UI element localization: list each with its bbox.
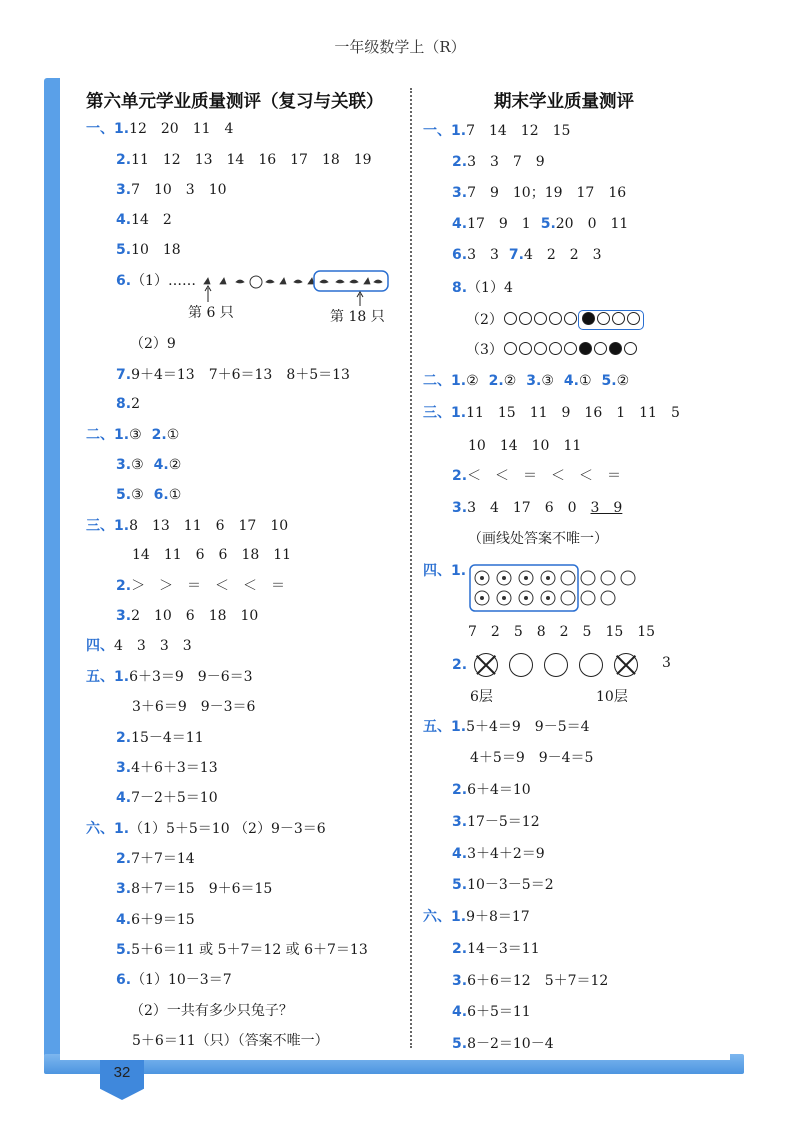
answer-line: 3.17－5＝12: [452, 814, 540, 830]
answer-line: 三、1.8 13 11 6 17 10: [86, 518, 289, 534]
page-header-title: 一年级数学上（R）: [334, 38, 466, 56]
answer-line: 7 2 5 8 2 5 15 15: [468, 624, 656, 640]
answer-line: 六、1.（1）5＋5＝10 （2）9－3＝6: [86, 821, 326, 837]
answer-line: 4.6＋9＝15: [116, 912, 195, 928]
answer-line: 4.3＋4＋2＝9: [452, 846, 545, 862]
answer-line: （2）一共有多少只兔子？: [130, 1003, 293, 1019]
answer-line: 二、1.② 2.② 3.③ 4.① 5.②: [423, 373, 630, 389]
answer-line: 2.3 3 7 9: [452, 154, 545, 170]
answer-line: 5.10－3－5＝2: [452, 877, 554, 893]
answer-line: 3.7 9 10；19 17 16: [452, 185, 627, 201]
right-column-title: 期末学业质量测评: [494, 92, 634, 112]
answer-line: 3.6＋6＝12 5＋7＝12: [452, 973, 609, 989]
answer-line: 2.14－3＝11: [452, 941, 540, 957]
answer-line: 4＋5＝9 9－4＝5: [470, 750, 594, 766]
answer-line: 一、1.12 20 11 4: [86, 121, 234, 137]
bird-label-6: 第 6 只: [188, 305, 234, 321]
answer-line: 6.（1）10－3＝7: [116, 972, 232, 988]
column-divider: [410, 88, 412, 1048]
flower-grouping-diagram: [468, 562, 640, 614]
answer-line: 五、1.6＋3＝9 9－6＝3: [86, 669, 253, 685]
answer-line: 2.＞ ＞ ＝ ＜ ＜ ＝: [116, 578, 286, 594]
answer-line: 10 14 10 11: [468, 438, 582, 454]
answer-line: 5.10 18: [116, 242, 181, 258]
answer-line: 14 11 6 6 18 11: [132, 547, 292, 563]
answer-line: 5＋6＝11（只）（答案不唯一）: [132, 1033, 329, 1049]
layer-circles: [474, 653, 644, 677]
answer-line: 4.7－2＋5＝10: [116, 790, 218, 806]
answer-line: 6.3 3 7.4 2 2 3: [452, 247, 602, 263]
answer-line: 2.: [452, 657, 468, 673]
circle-row-2: （2）: [466, 310, 644, 330]
answer-line: 一、1.7 14 12 15: [423, 123, 571, 139]
circle-icon: [509, 653, 533, 677]
answer-line: 2.6＋4＝10: [452, 782, 531, 798]
answer-note: （画线处答案不唯一）: [468, 531, 608, 547]
crossed-circle-icon: [614, 653, 638, 677]
answer-line: 4.6＋5＝11: [452, 1004, 531, 1020]
answer-line: 四、4 3 3 3: [86, 638, 192, 654]
bird-label-18: 第 18 只: [330, 309, 385, 325]
answer-line: 3: [662, 655, 671, 671]
crossed-circle-icon: [474, 653, 498, 677]
answer-line: 3.4＋6＋3＝13: [116, 760, 218, 776]
answer-line: 4.17 9 1 5.20 0 11: [452, 216, 629, 232]
answer-line: 2.7＋7＝14: [116, 851, 195, 867]
answer-line: 3＋6＝9 9－3＝6: [132, 699, 256, 715]
answer-line: 二、1.③ 2.①: [86, 427, 180, 443]
left-column-title: 第六单元学业质量测评（复习与关联）: [86, 92, 384, 112]
answer-line: 2.11 12 13 14 16 17 18 19: [116, 152, 372, 168]
page-number: 32: [113, 1064, 131, 1081]
answer-line: 6.（1）……: [116, 273, 196, 289]
answer-line: 五、1.5＋4＝9 9－5＝4: [423, 719, 590, 735]
answer-line: 5.5＋6＝11 或 5＋7＝12 或 6＋7＝13: [116, 942, 368, 958]
answer-line: 2.＜ ＜ ＝ ＜ ＜ ＝: [452, 468, 622, 484]
answer-line: （2）9: [130, 336, 176, 352]
answer-line: 3.③ 4.②: [116, 457, 182, 473]
answer-line: 8.2: [116, 396, 140, 412]
answer-line: 8.（1）4: [452, 280, 513, 296]
circle-row-3: （3）: [466, 341, 638, 359]
answer-line: 3.7 10 3 10: [116, 182, 227, 198]
answer-line: 7.9＋4＝13 7＋6＝13 8＋5＝13: [116, 367, 350, 383]
circle-icon: [544, 653, 568, 677]
answer-line: 3.8＋7＝15 9＋6＝15: [116, 881, 273, 897]
answer-line: 4.14 2: [116, 212, 172, 228]
circle-icon: [579, 653, 603, 677]
answer-line: 三、1.11 15 11 9 16 1 11 5: [423, 405, 680, 421]
answer-line: 5.③ 6.①: [116, 487, 182, 503]
answer-line: 六、1.9＋8＝17: [423, 909, 530, 925]
answer-line: 3.2 10 6 18 10: [116, 608, 259, 624]
layer-label-10: 10层: [596, 689, 628, 705]
answer-line: 四、1.: [423, 563, 467, 579]
answer-line: 5.8－2＝10－4: [452, 1036, 554, 1052]
answer-line: 2.15－4＝11: [116, 730, 204, 746]
answer-line: 3.3 4 17 6 0 3 9: [452, 500, 623, 516]
layer-label-6: 6层: [470, 689, 493, 705]
